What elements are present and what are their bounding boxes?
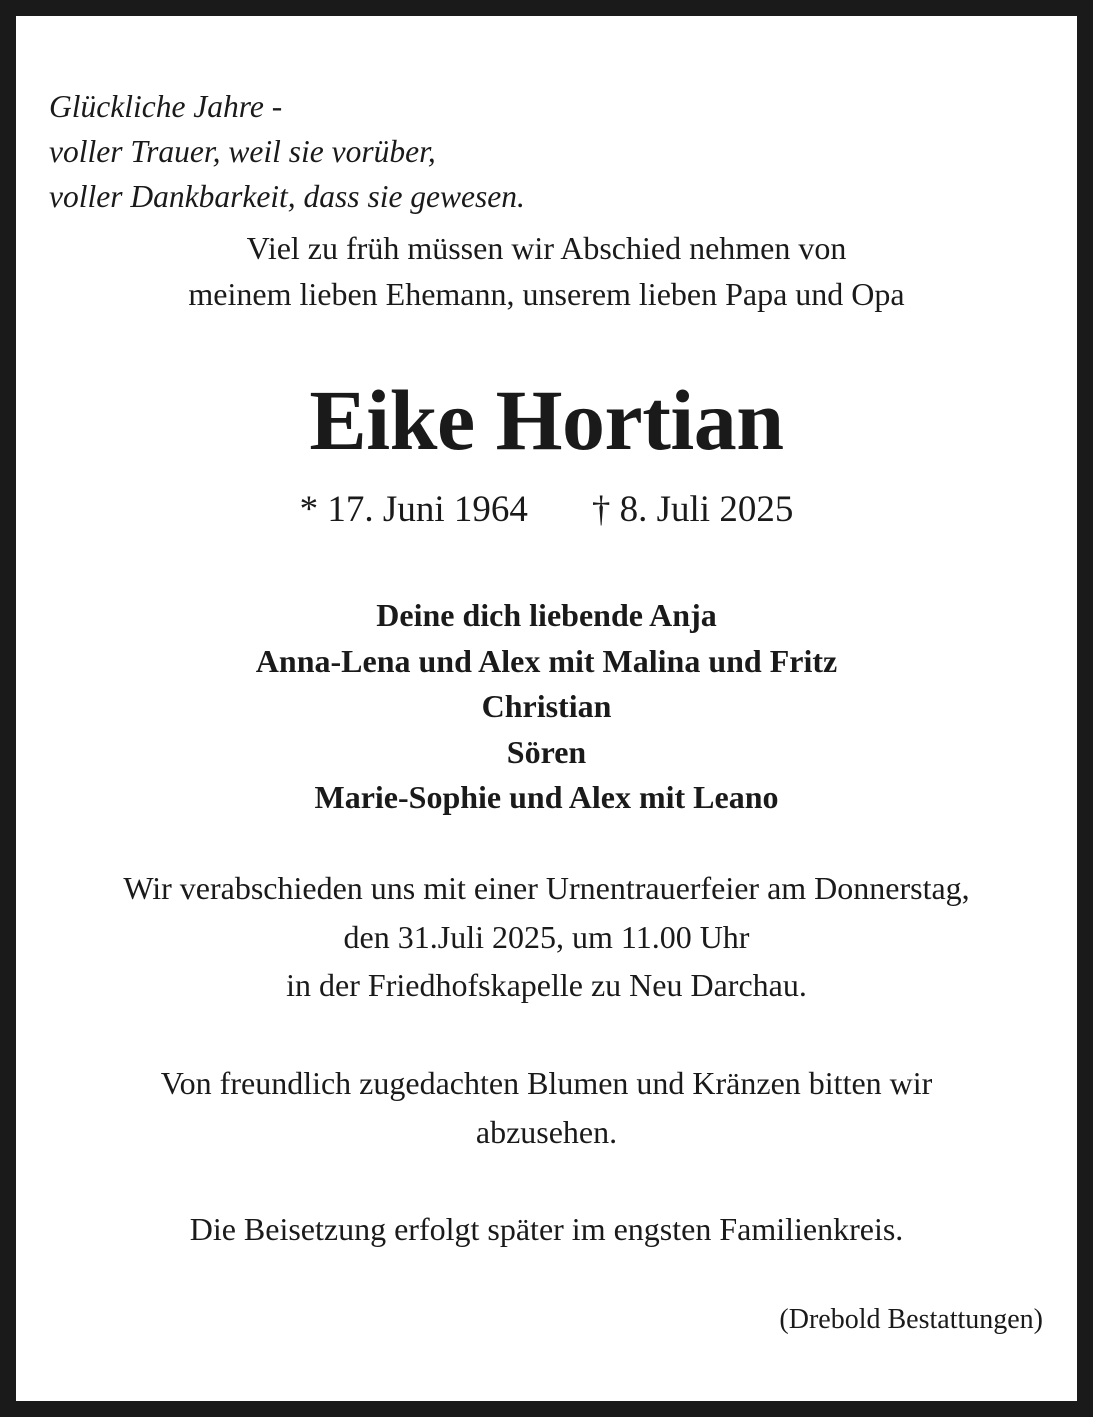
poem [49,84,525,219]
burial-note: Die Beisetzung erfolgt später im engsten Familienkreis. [189,1211,904,1247]
service-line: in der Friedhofskapelle zu Neu Darchau. [286,967,807,1003]
mourner-line: Deine dich liebende Anja [376,597,717,633]
mourners-list [16,593,1077,821]
flowers-line: Von freundlich zugedachten Blumen und Kränzen bitten wir [160,1065,933,1101]
mourner-line: Marie-Sophie und Alex mit Leano [314,779,779,815]
service-line: den 31.Juli 2025, um 11.00 Uhr [343,918,750,955]
death-date: † 8. Juli 2025 [591,489,794,530]
intro-line: meinem lieben Ehemann, unserem lieben Papa und Opa [188,276,905,312]
poem-line: voller Dankbarkeit, dass sie gewesen. [49,179,525,214]
service-line: Wir verabschieden uns mit einer Urnentrauerfeier am Donnerstag, [123,870,970,906]
poem-line: voller Trauer, weil sie vorüber, [49,134,436,169]
undertaker-credit: (Drebold Bestattungen) [779,1304,1043,1335]
mourner-line: Anna-Lena und Alex mit Malina und Fritz [255,642,838,679]
flowers-line: abzusehen. [475,1114,618,1150]
service-announcement [16,864,1077,1010]
life-dates [16,486,1077,534]
poem-line: Glückliche Jahre - [49,89,283,124]
deceased-name: Eike Hortian [309,372,784,468]
intro-text [16,225,1077,317]
intro-line: Viel zu früh müssen wir Abschied nehmen von [246,230,847,266]
birth-date: * 17. Juni 1964 [299,489,528,530]
mourner-line: Sören [506,733,587,770]
mourner-line: Christian [481,688,612,724]
flowers-request [16,1059,1077,1157]
